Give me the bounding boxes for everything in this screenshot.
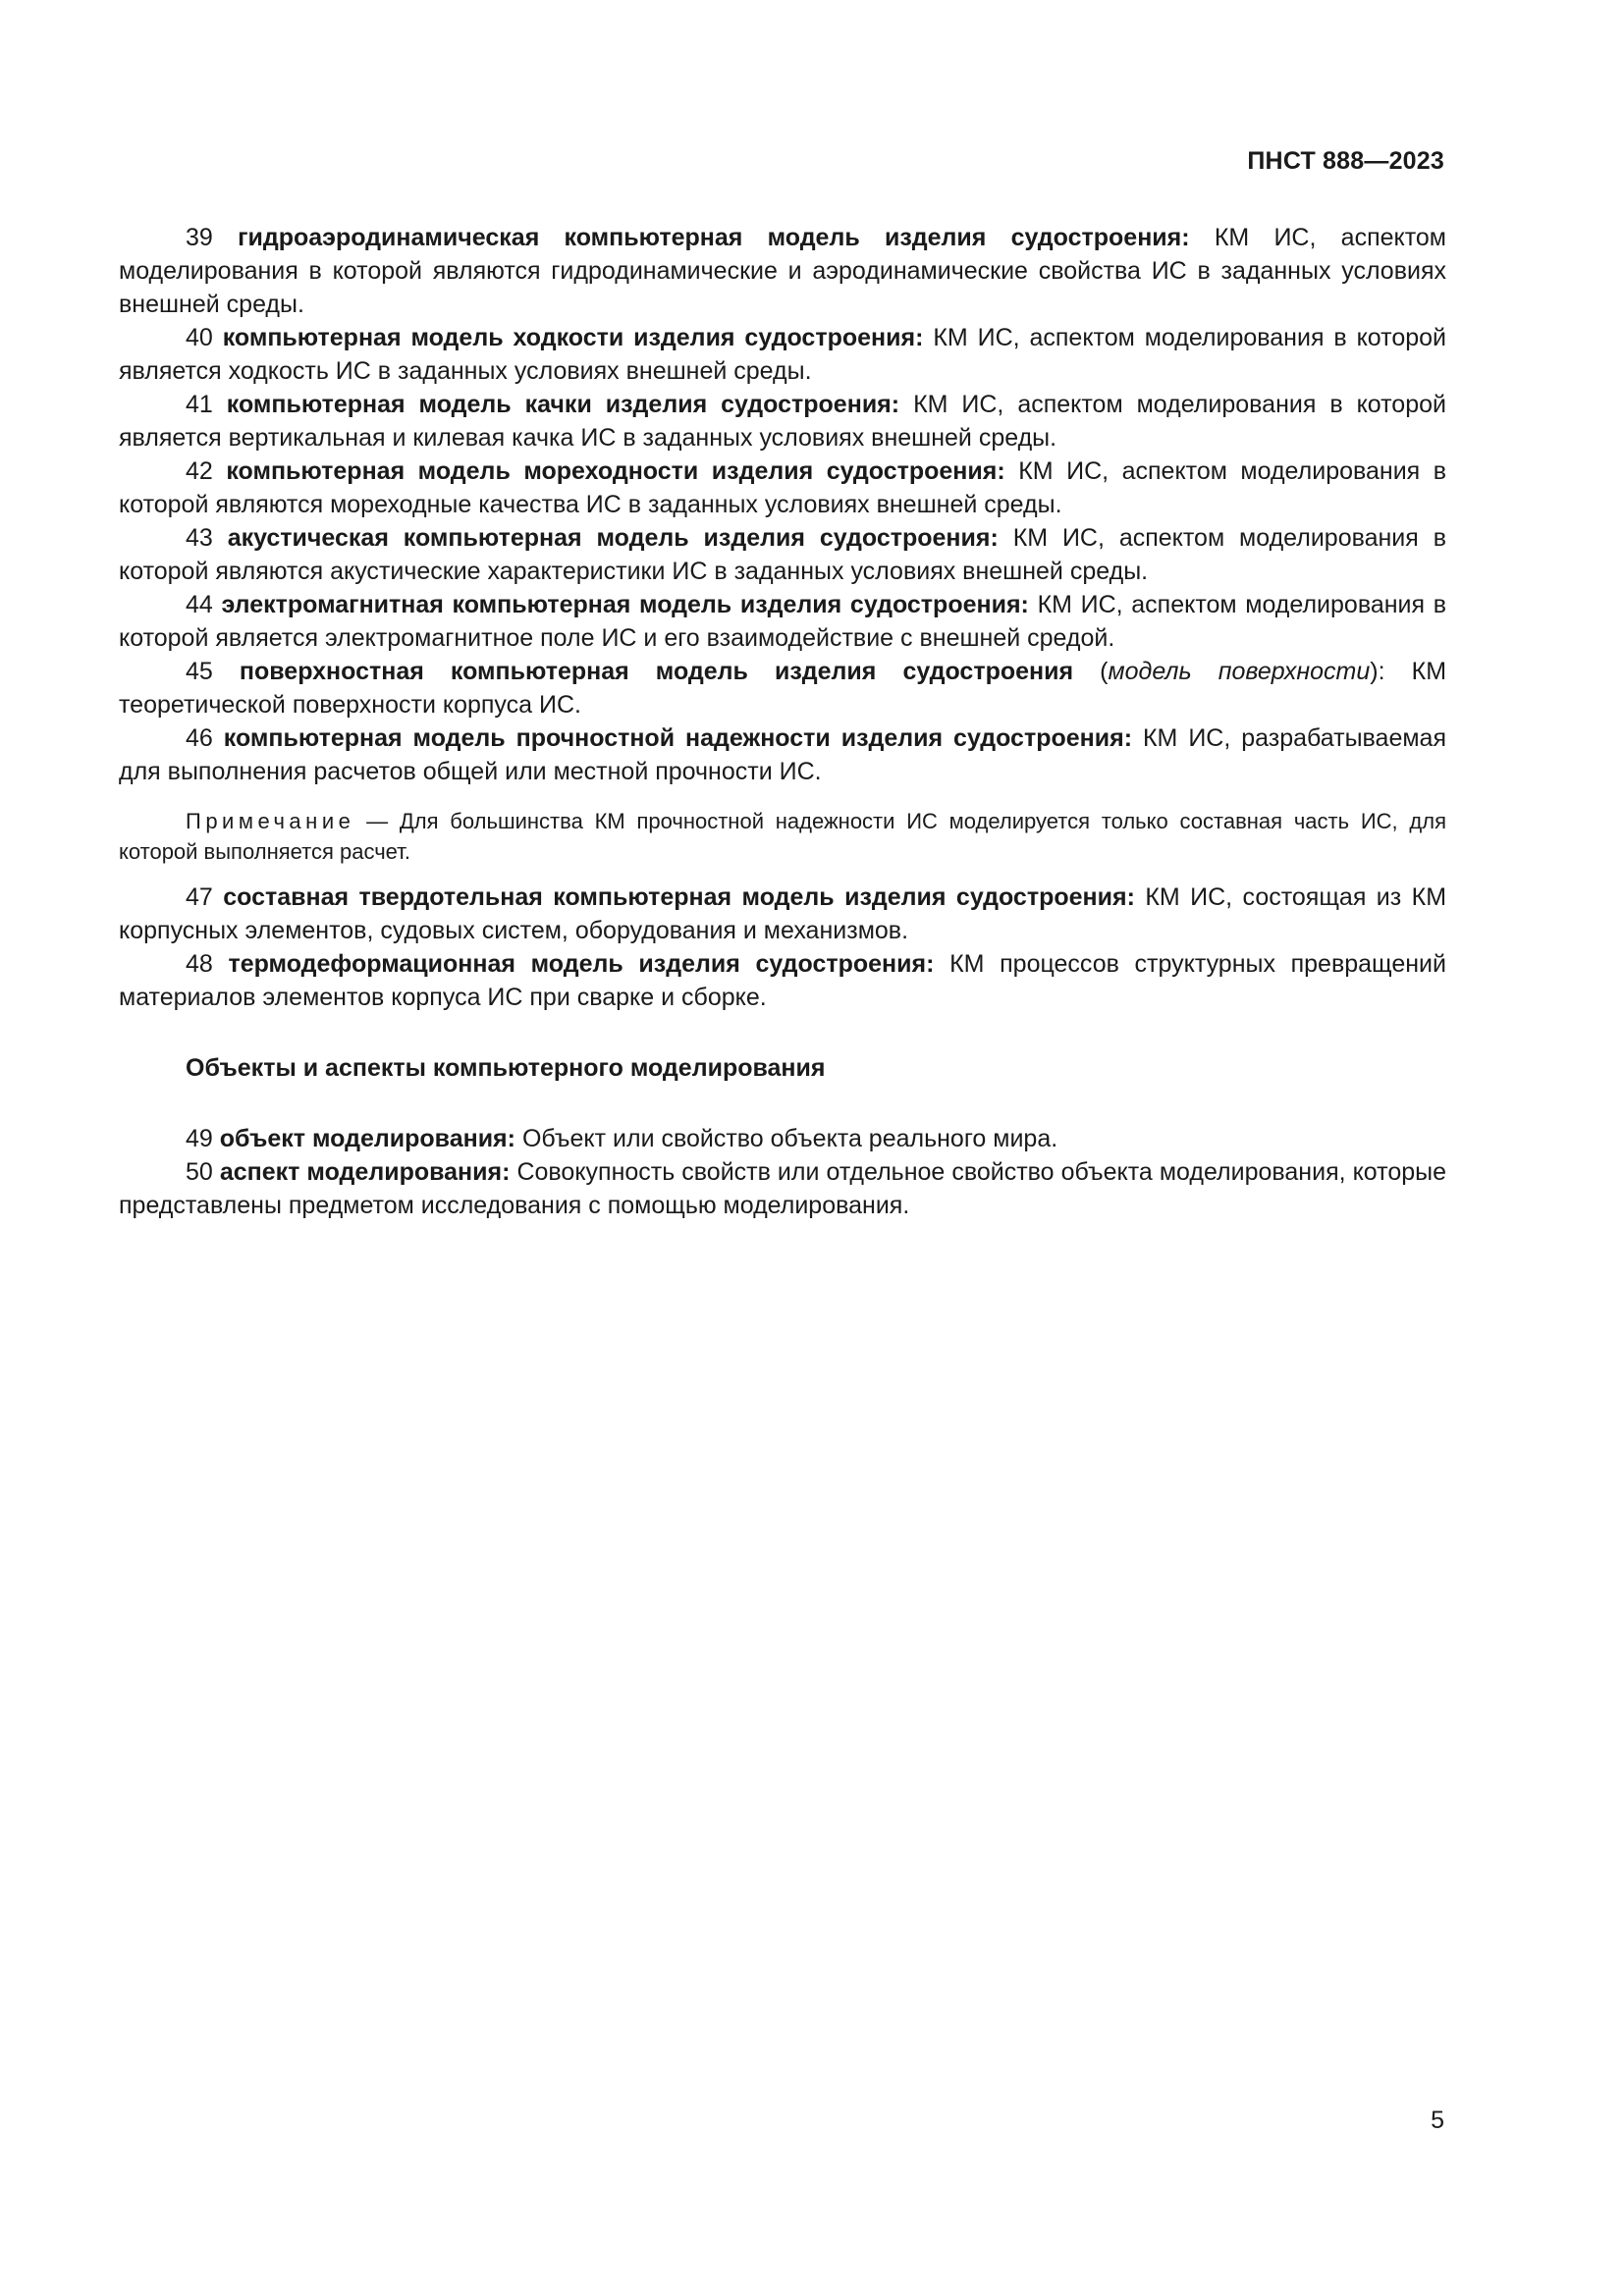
entry-definition: КМ процессов структурных превращений материалов элементов корпуса ИС при сварке и сборке. bbox=[119, 950, 1446, 1011]
entry-number: 44 bbox=[186, 591, 213, 618]
term-entry-40 bbox=[119, 321, 1446, 388]
entry-number: 42 bbox=[186, 457, 213, 485]
term-entry-48 bbox=[119, 947, 1446, 1014]
term-entry-41 bbox=[119, 388, 1446, 454]
term-entry-39 bbox=[119, 221, 1446, 321]
entry-definition: КМ ИС, аспектом моделирования в которой является ходкость ИС в заданных условиях внешней среды. bbox=[119, 324, 1446, 385]
entry-term: составная твердотельная компьютерная модель изделия судостроения: bbox=[223, 883, 1135, 911]
page-number: 5 bbox=[1431, 2107, 1444, 2134]
document-body bbox=[119, 221, 1446, 1222]
entry-term: компьютерная модель мореходности изделия судостроения: bbox=[226, 457, 1005, 485]
section-title: Объекты и аспекты компьютерного моделирования bbox=[186, 1054, 826, 1082]
term-entry-46 bbox=[119, 721, 1446, 788]
entry-definition: Объект или свойство объекта реального мира. bbox=[521, 1125, 1058, 1152]
term-entry-42 bbox=[119, 454, 1446, 521]
entry-term: аспект моделирования: bbox=[219, 1158, 511, 1186]
entry-definition: КМ ИС, аспектом моделирования в которой являются мореходные качества ИС в заданных условиях внешней среды. bbox=[119, 457, 1447, 518]
entry-term: гидроаэродинамическая компьютерная модель изделия судостроения: bbox=[238, 224, 1190, 251]
entry-synonym: модель поверхности bbox=[1108, 658, 1371, 685]
entry-definition: КМ теоретической поверхности корпуса ИС. bbox=[119, 658, 1447, 719]
entry-definition: КМ ИС, разрабатываемая для выполнения расчетов общей или местной прочности ИС. bbox=[119, 724, 1446, 785]
entry-term: компьютерная модель качки изделия судостроения: bbox=[226, 391, 900, 418]
entry-definition: КМ ИС, аспектом моделирования в которой являются акустические характеристики ИС в заданных условиях внешней среды. bbox=[119, 524, 1446, 585]
entry-number: 43 bbox=[186, 524, 213, 552]
entry-definition: КМ ИС, аспектом моделирования в которой является электромагнитное поле ИС и его взаимодействие с внешней средой. bbox=[119, 591, 1446, 652]
entry-number: 48 bbox=[186, 950, 213, 978]
note bbox=[119, 806, 1446, 867]
entry-number: 41 bbox=[186, 391, 213, 418]
entry-term: компьютерная модель прочностной надежности изделия судостроения: bbox=[223, 724, 1133, 752]
term-entry-47 bbox=[119, 881, 1446, 947]
term-entry-44 bbox=[119, 588, 1446, 655]
entry-definition: КМ ИС, состоящая из КМ корпусных элементов, судовых систем, оборудования и механизмов. bbox=[119, 883, 1447, 944]
term-entry-45: 45 поверхностная компьютерная модель изделия судостроения (модель поверхности): КМ теоретической поверхности корпуса ИС. bbox=[119, 658, 1447, 719]
term-entry-49 bbox=[119, 1122, 1446, 1155]
term-entry-43 bbox=[119, 521, 1446, 588]
entry-number: 47 bbox=[186, 883, 213, 911]
term-entry-50 bbox=[119, 1155, 1446, 1222]
note-text: — Для большинства КМ прочностной надежности ИС моделируется только составная часть ИС, для которой выполняется расчет. bbox=[119, 809, 1446, 864]
entry-number: 46 bbox=[186, 724, 213, 752]
entry-number: 50 bbox=[186, 1158, 213, 1186]
entry-number: 39 bbox=[186, 224, 213, 251]
entry-definition: КМ ИС, аспектом моделирования в которой является вертикальная и килевая качка ИС в заданных условиях внешней среды. bbox=[119, 391, 1446, 452]
entry-term: компьютерная модель ходкости изделия судостроения: bbox=[222, 324, 924, 351]
entry-term: акустическая компьютерная модель изделия судостроения: bbox=[227, 524, 999, 552]
entry-term: поверхностная компьютерная модель изделия судостроения bbox=[239, 658, 1074, 685]
entry-definition: КМ ИС, аспектом моделирования в которой являются гидродинамические и аэродинамические свойства ИС в заданных условиях внешней среды. bbox=[119, 224, 1446, 318]
entry-synonym-close: ): bbox=[1370, 658, 1385, 685]
entry-definition: Совокупность свойств или отдельное свойство объекта моделирования, которые представлены предметом исследования с помощью моделирования. bbox=[119, 1158, 1446, 1219]
entry-term: объект моделирования: bbox=[219, 1125, 515, 1152]
entry-number: 49 bbox=[186, 1125, 213, 1152]
entry-term: термодеформационная модель изделия судостроения: bbox=[228, 950, 935, 978]
entry-term: электромагнитная компьютерная модель изделия судостроения: bbox=[221, 591, 1029, 618]
document-code: ПНСТ 888—2023 bbox=[1247, 147, 1444, 175]
entry-number: 40 bbox=[186, 324, 213, 351]
note-label: Примечание bbox=[186, 809, 355, 833]
entry-number: 45 bbox=[186, 658, 213, 685]
